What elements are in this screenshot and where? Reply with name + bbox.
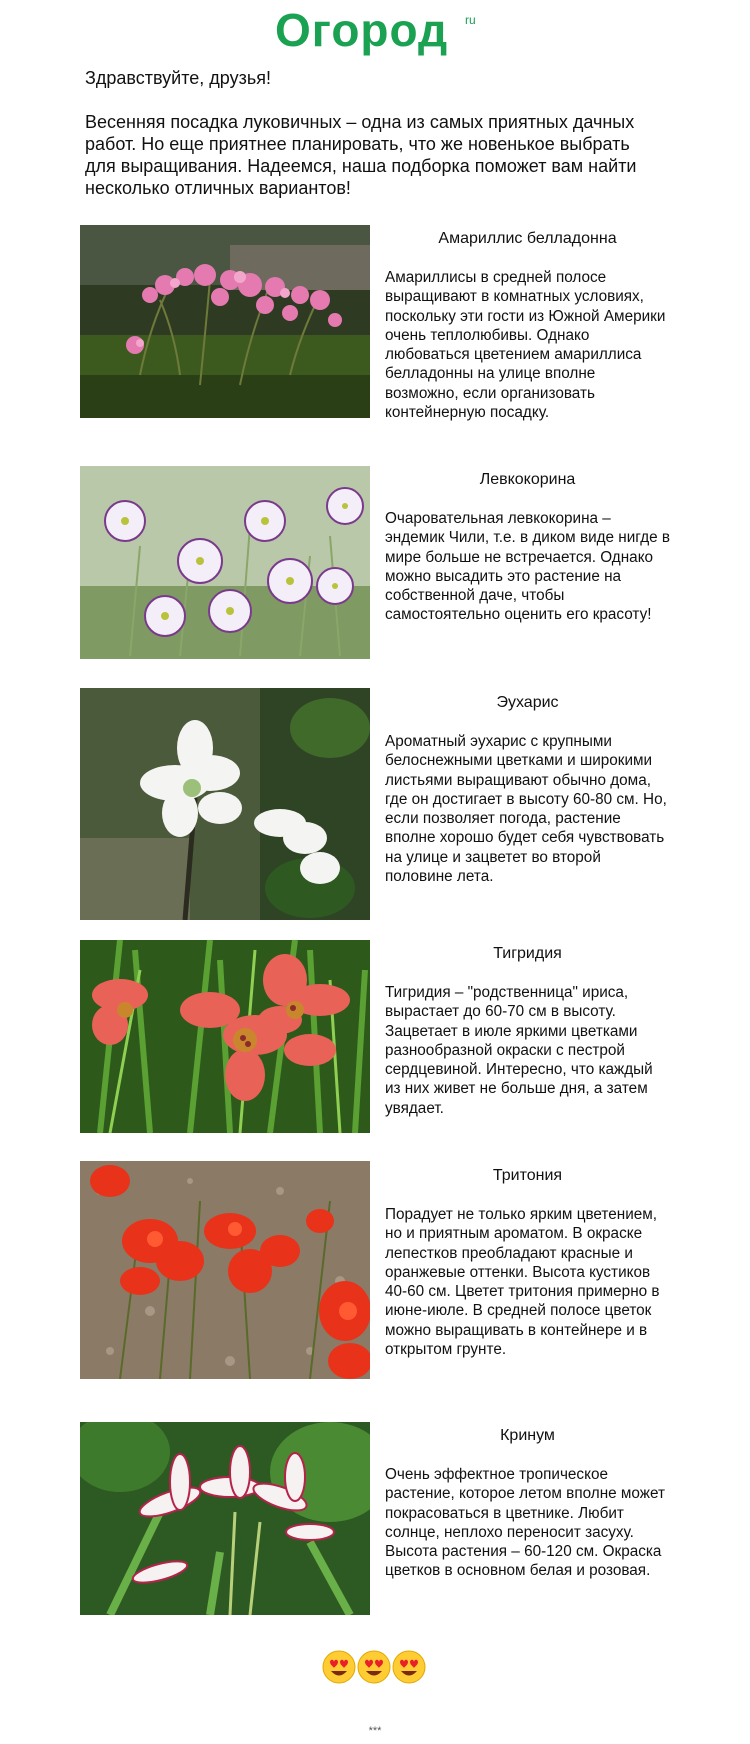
plant-description: Очаровательная левкокорина – эндемик Чили, т.е. в диком виде нигде в мире больше не встречается. Однако можно высадить это растение на собственной даче, чтобы самостоятельно оценить его красоту! <box>385 510 671 624</box>
plant-photo-leucocoryne[interactable] <box>80 466 370 659</box>
plant-text-leucocoryne <box>385 470 670 625</box>
plant-description: Амариллисы в средней полосе выращивают в комнатных условиях, поскольку эти гости из Южной Америки очень теплолюбивы. Однако любоваться цветением амариллиса белладонны на улице вполне возможно, если организовать контейнерную посадку. <box>385 269 666 422</box>
plant-title: Левкокорина <box>479 471 576 488</box>
plant-photo-eucharis[interactable] <box>80 688 370 920</box>
greeting: Здравствуйте, друзья! <box>85 68 271 88</box>
plant-title: Эухарис <box>496 694 559 711</box>
plant-photo-crinum[interactable] <box>80 1422 370 1615</box>
logo-suffix: ru <box>465 13 476 27</box>
plant-description: Порадует не только ярким цветением, но и приятным ароматом. В окраске лепестков преобладают красные и оранжевые оттенки. Высота кустиков 40-60 см. Цветет тритония примерно в июне-июле. В средней полосе цветок можно выращивать в контейнере и в открытом грунте. <box>385 1206 660 1359</box>
plant-description: Ароматный эухарис с крупными белоснежными цветками и широкими листьями выращивают обычно дома, где он достигает в высоту 60-80 см. Но, если позволяет погода, растение вполне хорошо будет себя чувствовать на улице и зацветет во второй половине лета. <box>385 733 667 886</box>
plant-text-tritonia <box>385 1166 670 1359</box>
plant-photo-amaryllis[interactable] <box>80 225 370 418</box>
plant-card-eucharis <box>80 688 670 920</box>
intro-block <box>85 67 665 199</box>
plant-title: Кринум <box>500 1427 555 1444</box>
plant-card-crinum <box>80 1422 670 1617</box>
plant-photo-tigridia[interactable] <box>80 940 370 1133</box>
ogorod-logo[interactable] <box>275 6 480 56</box>
plant-card-tritonia <box>80 1161 670 1381</box>
plant-card-leucocoryne <box>80 466 670 661</box>
heart-eyes-emoji-icon <box>392 1650 426 1684</box>
heart-eyes-emoji-icon <box>322 1650 356 1684</box>
plant-description: Очень эффектное тропическое растение, которое летом вполне может покрасоваться в цветнике. Любит солнце, неплохо переносит засуху. Высота растения – 60-120 см. Окраска цветков в основном белая и розовая. <box>385 1466 665 1580</box>
plant-title: Тигридия <box>493 945 562 962</box>
plant-title: Амариллис белладонна <box>438 230 617 247</box>
logo-text: Огород <box>275 6 449 56</box>
plant-text-amaryllis <box>385 229 670 422</box>
emoji-row <box>320 1650 430 1690</box>
footer-separator: *** <box>368 1725 382 1737</box>
plant-card-tigridia <box>80 940 670 1135</box>
plant-card-amaryllis <box>80 225 670 420</box>
plant-text-eucharis <box>385 693 670 886</box>
plant-title: Тритония <box>492 1167 563 1184</box>
heart-eyes-emoji-icon <box>357 1650 391 1684</box>
plant-text-tigridia <box>385 944 670 1118</box>
plant-text-crinum <box>385 1426 670 1581</box>
intro-text: Весенняя посадка луковичных – одна из самых приятных дачных работ. Но еще приятнее планировать, что же новенькое выбрать для выращивания. Надеемся, наша подборка поможет вам найти несколько отличных вариантов! <box>85 112 637 198</box>
plant-photo-tritonia[interactable] <box>80 1161 370 1379</box>
plant-description: Тигридия – "родственница" ириса, вырастает до 60-70 см в высоту. Зацветает в июле яркими цветками разнообразной окраски с пестрой сердцевиной. Интересно, что каждый из них живет не больше дня, а затем увядает. <box>385 984 653 1117</box>
